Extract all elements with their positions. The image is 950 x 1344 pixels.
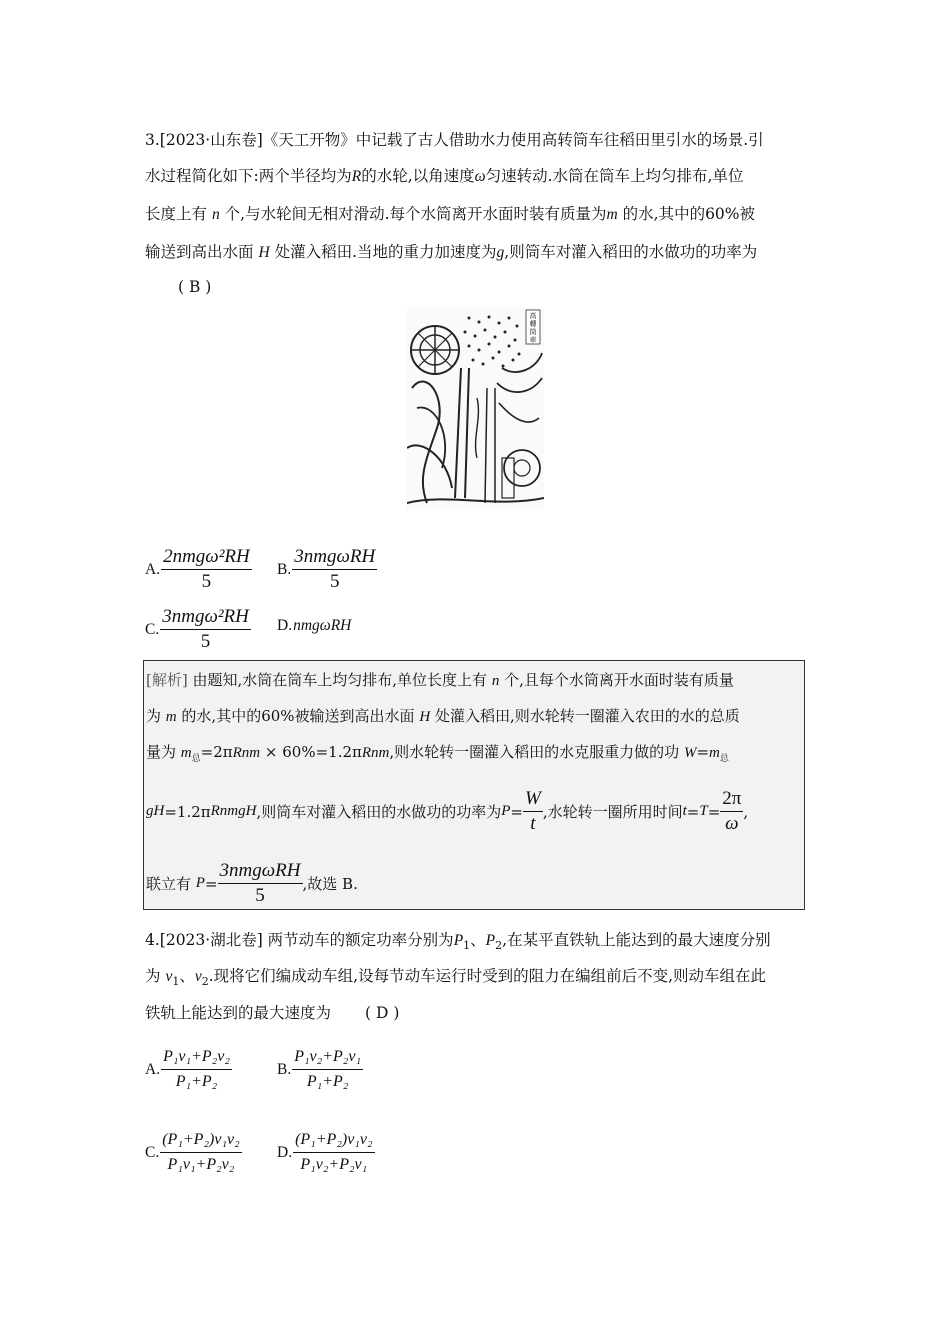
q3-line-4: 输送到高出水面 H 处灌入稻田.当地的重力加速度为g,则筒车对灌入稻田的水做功的功率为	[145, 243, 758, 261]
q3-option-b[interactable]	[277, 545, 377, 594]
fraction: $\frac{\text{P₁v₂+P₂v₁}}{\text{P₁+P₂}}$	[292, 1045, 363, 1094]
analysis-line-5: 联立有 P = $\frac{\text{3nmgωRH}}{5}$ ,故选 B.	[146, 860, 358, 906]
q3-option-c[interactable]	[145, 605, 251, 654]
fraction: $\frac{\text{(P₁+P₂)v₁v₂}}{\text{P₁v₂+P₂v₁}}$	[293, 1128, 374, 1177]
analysis-line-4: gH =1.2π RnmgH ,则筒车对灌入稻田的水做功的功率为 P = $\frac{W}{t}$ ,水轮转一圈所用时间 t = T = $\frac{2\pi}{\omega}$ ,	[146, 788, 749, 834]
analysis-box	[143, 660, 805, 910]
q3-option-a[interactable]	[145, 545, 252, 594]
fraction: $\frac{\text{2nmgω²RH}}{5}$	[163, 546, 250, 592]
fraction: $\frac{\text{3nmgωRH}}{5}$	[294, 546, 376, 592]
q3-answer: ( B )	[178, 278, 212, 296]
fraction: $\frac{\text{(P₁+P₂)v₁v₂}}{\text{P₁v₁+P₂v₂}}$	[160, 1128, 241, 1177]
option-label: B.	[277, 560, 292, 578]
option-label: B.	[277, 1060, 292, 1078]
q4-option-d[interactable]	[277, 1128, 375, 1177]
option-label: A.	[145, 1060, 161, 1078]
q4-option-c[interactable]	[145, 1128, 242, 1177]
option-label: D.	[277, 617, 293, 634]
q4-line-1: 4.[2023·湖北卷] 两节动车的额定功率分别为$P_1$、$P_2$,在某平直铁轨上能达到的最大速度分别	[145, 931, 771, 953]
q3-option-d[interactable]: D. nmgωRH	[277, 617, 352, 634]
woodcut-image	[407, 308, 544, 511]
figure-caption: 高轉筒車	[529, 312, 537, 344]
analysis-line-2: 为 m 的水,其中的60%被输送到高出水面 H 处灌入稻田,则水轮转一圈灌入农田的水的总质	[146, 707, 740, 725]
option-label: C.	[145, 620, 160, 638]
q4-line-2: 为 $v_1$、$v_2$.现将它们编成动车组,设每节动车运行时受到的阻力在编组前后不变,则动车组在此	[145, 967, 767, 989]
fraction: $\frac{\text{3nmgω²RH}}{5}$	[162, 606, 249, 652]
q4-option-a[interactable]	[145, 1045, 232, 1094]
q3-line-2: 水过程简化如下:两个半径均为R的水轮,以角速度ω匀速转动.水筒在筒车上均匀排布,单位	[145, 167, 744, 185]
q4-answer: ( D )	[365, 1004, 400, 1022]
fraction-answer: $\frac{\text{3nmgωRH}}{5}$	[219, 860, 301, 906]
option-label: D.	[277, 1143, 293, 1161]
option-label: A.	[145, 560, 161, 578]
q4-option-b[interactable]	[277, 1045, 363, 1094]
fraction: $\frac{\text{P₁v₁+P₂v₂}}{\text{P₁+P₂}}$	[161, 1045, 232, 1094]
q3-line-3: 长度上有 n 个,与水轮间无相对滑动.每个水筒离开水面时装有质量为m 的水,其中的60%被	[145, 205, 756, 223]
fraction-2pi-over-omega: $\frac{2\pi}{\omega}$	[722, 788, 742, 834]
fraction-w-over-t: $\frac{W}{t}$	[525, 788, 541, 834]
option-label: C.	[145, 1143, 160, 1161]
waterwheel-illustration	[407, 308, 544, 511]
analysis-line-1: [解析] 由题知,水筒在筒车上均匀排布,单位长度上有 n 个,且每个水筒离开水面时装有质量	[146, 671, 734, 689]
q3-line-1: 3.[2023·山东卷]《天工开物》中记载了古人借助水力使用高转筒车往稻田里引水的场景.引	[145, 131, 764, 149]
analysis-line-3: 量为 $m_总=2\pi Rnm \times 60\%=1.2\pi Rnm$,则水轮转一圈灌入稻田的水克服重力做的功 $W=m_总$	[146, 743, 729, 764]
q4-line-3: 铁轨上能达到的最大速度为 ( D )	[145, 1004, 400, 1022]
